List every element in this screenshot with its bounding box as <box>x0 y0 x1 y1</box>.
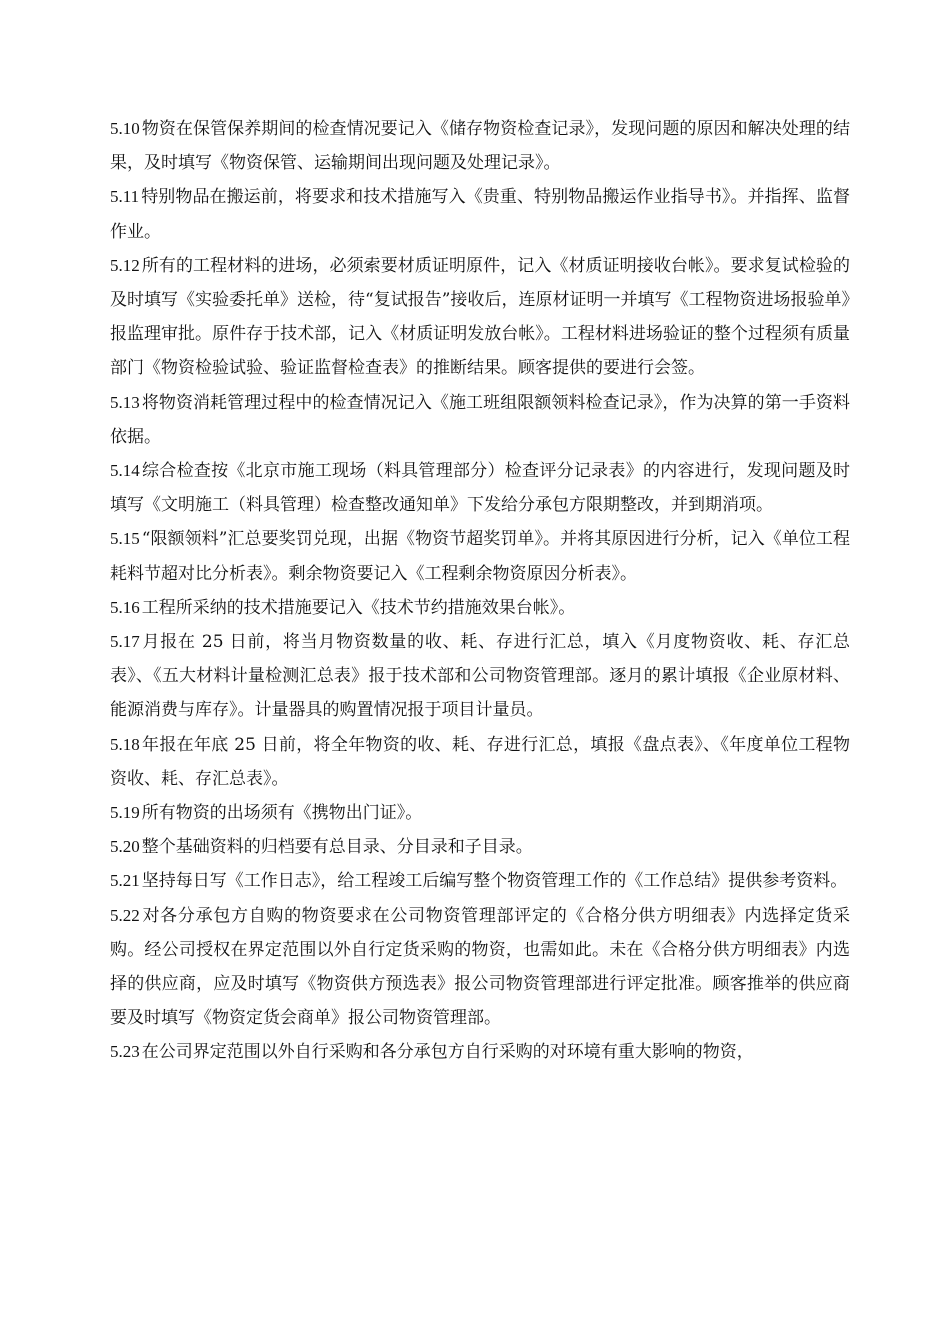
paragraph-number: 5.11 <box>110 187 140 207</box>
paragraph-5-19 <box>110 796 850 830</box>
paragraph-text: 对各分承包方自购的物资要求在公司物资管理部评定的《合格分供方明细表》内选择定货采购。经公司授权在界定范围以外自行定货采购的物资，也需如此。未在《合格分供方明细表》内选择的供应商，应及时填写《物资供方预选表》报公司物资管理部进行评定批准。顾客推举的供应商要及时填写《物资定货会商单》报公司物资管理部。 <box>110 905 850 1029</box>
paragraph-5-10 <box>110 112 850 180</box>
document-body <box>110 112 850 1070</box>
paragraph-text: 工程所采纳的技术措施要记入《技术节约措施效果台帐》。 <box>141 597 576 618</box>
paragraph-text: 将物资消耗管理过程中的检查情况记入《施工班组限额领料检查记录》，作为决算的第一手资料依据。 <box>110 392 850 447</box>
paragraph-number: 5.15 <box>110 529 140 549</box>
paragraph-text: 物资在保管保养期间的检查情况要记入《储存物资检查记录》，发现问题的原因和解决处理的结果，及时填写《物资保管、运输期间出现问题及处理记录》。 <box>110 119 850 174</box>
paragraph-number: 5.22 <box>110 905 140 925</box>
paragraph-5-23 <box>110 1035 850 1069</box>
paragraph-5-11 <box>110 180 850 248</box>
paragraph-5-14 <box>110 454 850 522</box>
paragraph-5-13 <box>110 386 850 454</box>
paragraph-5-16 <box>110 591 850 625</box>
paragraph-number: 5.10 <box>110 119 140 138</box>
paragraph-number: 5.19 <box>110 803 140 823</box>
paragraph-number: 5.17 <box>110 632 140 652</box>
paragraph-text: 所有物资的出场须有《携物出门证》。 <box>141 803 423 824</box>
paragraph-number: 5.12 <box>110 255 140 275</box>
paragraph-text: “限额领料”汇总要奖罚兑现，出据《物资节超奖罚单》。并将其原因进行分析，记入《单位工程耗料节超对比分析表》。剩余物资要记入《工程剩余物资原因分析表》。 <box>110 529 850 584</box>
paragraph-text: 坚持每日写《工作日志》，给工程竣工后编写整个物资管理工作的《工作总结》提供参考资料。 <box>141 871 848 892</box>
paragraph-text: 所有的工程材料的进场，必须索要材质证明原件，记入《材质证明接收台帐》。要求复试检验的及时填写《实验委托单》送检，待“复试报告”接收后，连原材证明一并填写《工程物资进场报验单》报监理审批。原件存于技术部，记入《材质证明发放台帐》。工程材料进场验证的整个过程须有质量部门《物资检验试验、验证监督检查表》的推断结果。顾客提供的要进行会签。 <box>110 255 850 379</box>
paragraph-text: 月报在 25 日前，将当月物资数量的收、耗、存进行汇总，填入《月度物资收、耗、存汇总表》、《五大材料计量检测汇总表》报于技术部和公司物资管理部。逐月的累计填报《企业原材料、能源消费与库存》。计量器具的购置情况报于项目计量员。 <box>110 632 850 721</box>
paragraph-5-22 <box>110 899 850 1036</box>
paragraph-number: 5.14 <box>110 461 140 481</box>
paragraph-text: 在公司界定范围以外自行采购和各分承包方自行采购的对环境有重大影响的物资， <box>141 1042 754 1063</box>
paragraph-5-17 <box>110 625 850 728</box>
paragraph-number: 5.13 <box>110 392 140 412</box>
paragraph-text: 年报在年底 25 日前，将全年物资的收、耗、存进行汇总，填报《盘点表》、《年度单位工程物资收、耗、存汇总表》。 <box>110 734 850 789</box>
paragraph-number: 5.23 <box>110 1042 140 1062</box>
paragraph-number: 5.18 <box>110 734 140 754</box>
paragraph-number: 5.16 <box>110 597 140 617</box>
paragraph-number: 5.20 <box>110 837 140 857</box>
paragraph-text: 综合检查按《北京市施工现场（料具管理部分）检查评分记录表》的内容进行，发现问题及时填写《文明施工（料具管理）检查整改通知单》下发给分承包方限期整改，并到期消项。 <box>110 461 850 516</box>
paragraph-5-21 <box>110 864 850 898</box>
paragraph-5-12 <box>110 249 850 386</box>
paragraph-5-18 <box>110 728 850 796</box>
paragraph-text: 特别物品在搬运前，将要求和技术措施写入《贵重、特别物品搬运作业指导书》。并指挥、监督作业。 <box>110 187 850 242</box>
paragraph-text: 整个基础资料的归档要有总目录、分目录和子目录。 <box>141 837 533 858</box>
paragraph-number: 5.21 <box>110 871 140 891</box>
paragraph-5-15 <box>110 522 850 590</box>
paragraph-5-20 <box>110 830 850 864</box>
